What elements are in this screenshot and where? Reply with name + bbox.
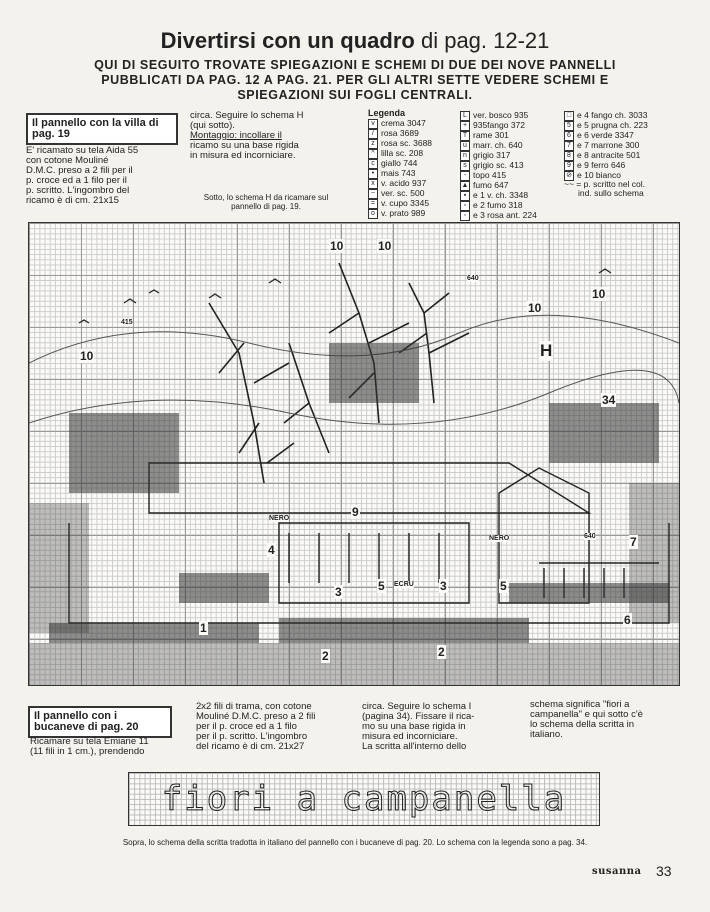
- chart-number: 3: [440, 579, 447, 593]
- legend-item-label: giallo 744: [381, 158, 418, 169]
- legend-item-label: grigio sc. 413: [473, 160, 524, 171]
- legend-item-label: marr. ch. 640: [473, 140, 523, 151]
- chart-number: 640: [584, 533, 596, 540]
- legend-symbol-icon: n: [460, 151, 470, 161]
- legend-symbol-icon: ▪: [460, 191, 470, 201]
- legend-symbol-icon: ^: [368, 149, 378, 159]
- legend-symbol-icon: L: [460, 111, 470, 121]
- chart-number: 1: [200, 621, 207, 635]
- section1-body: E' ricamato su tela Aida 55 con cotone Mouliné D.M.C. preso a 2 fili per il p. croce ed a 1 filo per il p. scritto. L'ingombro del ricamo è di cm. 21x15: [26, 145, 139, 206]
- legend-item-label: e 1 v. ch. 3348: [473, 190, 529, 201]
- legend-symbol-icon: 7: [564, 141, 574, 151]
- legend-title: Legenda: [368, 108, 406, 118]
- chart-number: 2: [322, 649, 329, 663]
- legend-item-label: crema 3047: [381, 118, 426, 129]
- legend-item: [368, 209, 432, 219]
- section2-col3: circa. Seguire lo schema I (pagina 34). Fissare il rica- mo su una base rigida in misura ed incorniciare. La scritta all'interno dello: [362, 701, 475, 752]
- chart-number: 10: [330, 239, 344, 253]
- legend-symbol-icon: +: [460, 121, 470, 131]
- legend-symbol-icon: □: [564, 111, 574, 121]
- chart-number: 7: [630, 535, 637, 549]
- page-number: 33: [656, 863, 672, 879]
- section2-col4: schema significa "fiori a campanella" e qui sotto c'è lo schema della scritta in italiano.: [530, 699, 643, 740]
- chart-tag: ECRU: [394, 581, 414, 588]
- legend-col1: [368, 119, 432, 219]
- chart-number: 415: [121, 319, 133, 326]
- legend-symbol-icon: ◦: [460, 211, 470, 221]
- chart-motifs: [29, 223, 679, 685]
- legend-item-label: e 3 rosa ant. 224: [473, 210, 537, 221]
- legend: [368, 108, 405, 118]
- legend-item-label: v. cupo 3345: [381, 198, 430, 209]
- chart-number: 2: [438, 645, 445, 659]
- legend-item-label: e 4 fango ch. 3033: [577, 110, 648, 121]
- footer-brand: susanna: [592, 866, 642, 877]
- legend-symbol-icon: u: [460, 141, 470, 151]
- legend-symbol-icon: 5: [564, 121, 574, 131]
- legend-item-label: ver. bosco 935: [473, 110, 529, 121]
- legend-symbol-icon: ⊘: [564, 171, 574, 181]
- legend-symbol-icon: 6: [564, 131, 574, 141]
- legend-item: [460, 211, 537, 221]
- lettering-text: fiori a campanella: [161, 779, 567, 819]
- legend-item-label: rosa 3689: [381, 128, 419, 139]
- section1-col2: circa. Seguire lo schema H (qui sotto). Montaggio: incollare il ricamo su una base rigida in misura ed incorniciare.: [190, 110, 304, 161]
- chart-number: 4: [268, 543, 275, 557]
- legend-symbol-icon: T: [460, 131, 470, 141]
- cross-stitch-chart-h: [28, 222, 680, 686]
- legend-item-label: ver. sc. 500: [381, 188, 425, 199]
- legend-symbol-icon: 8: [564, 151, 574, 161]
- chart-number: 640: [467, 275, 479, 282]
- chart-tag: NERO: [269, 515, 290, 522]
- chart-number: 10: [80, 349, 94, 363]
- legend-note: ~~ = p. scritto nel col. ind. sullo schema: [564, 179, 646, 198]
- legend-symbol-icon: -: [460, 171, 470, 181]
- chart-number: 9: [352, 505, 359, 519]
- legend-item-label: rosa sc. 3688: [381, 138, 433, 149]
- chart-label: H: [540, 341, 553, 360]
- legend-item-label: e 5 prugna ch. 223: [577, 120, 648, 131]
- legend-symbol-icon: /: [368, 129, 378, 139]
- legend-col3: [564, 111, 648, 181]
- chart-number: 10: [592, 287, 606, 301]
- legend-item-label: rame 301: [473, 130, 509, 141]
- legend-symbol-icon: ~: [368, 189, 378, 199]
- legend-symbol-icon: v: [368, 119, 378, 129]
- chart-number: 34: [602, 393, 616, 407]
- legend-item-label: e 7 marrone 300: [577, 140, 640, 151]
- legend-symbol-icon: =: [368, 199, 378, 209]
- legend-symbol-icon: x: [368, 179, 378, 189]
- legend-item-label: topo 415: [473, 170, 507, 181]
- legend-item-label: lilla sc. 208: [381, 148, 424, 159]
- legend-item-label: mais 743: [381, 168, 416, 179]
- page-subtitle: QUI DI SEGUITO TROVATE SPIEGAZIONI E SCHEMI DI DUE DEI NOVE PANNELLI PUBBLICATI DA PAG. 12 A PAG. 21. PER GLI ALTRI SETTE VEDERE SCHEMI E SPIEGAZIONI SUI FOGLI CENTRALI.: [94, 58, 616, 102]
- chart-number: 5: [500, 579, 507, 593]
- legend-symbol-icon: o: [368, 209, 378, 219]
- legend-item-label: e 8 antracite 501: [577, 150, 641, 161]
- legend-item-label: grigio 317: [473, 150, 511, 161]
- bottom-caption: Sopra, lo schema della scritta tradotta in italiano del pannello con i bucaneve di pag. 20. Lo schema con la legenda sono a pag. 34.: [122, 838, 588, 847]
- chart-tag: NERO: [489, 535, 510, 542]
- legend-item-label: 935fango 372: [473, 120, 525, 131]
- legend-symbol-icon: ▫: [460, 201, 470, 211]
- legend-symbol-icon: s: [460, 161, 470, 171]
- legend-symbol-icon: ▲: [461, 182, 469, 189]
- legend-col2: [460, 111, 537, 221]
- legend-item-label: e 9 ferro 646: [577, 160, 626, 171]
- schema-h-caption: Sotto, lo schema H da ricamare sul pannello di pag. 19.: [203, 193, 329, 211]
- lettering-chart: [128, 772, 600, 826]
- chart-number: 3: [335, 585, 342, 599]
- chart-number: 10: [528, 301, 542, 315]
- legend-item-label: e 2 fumo 318: [473, 200, 523, 211]
- legend-item-label: e 6 verde 3347: [577, 130, 634, 141]
- section2-heading: Il pannello con i bucaneve di pag. 20: [28, 706, 172, 738]
- legend-symbol-icon: 9: [564, 161, 574, 171]
- section1-heading: Il pannello con la villa di pag. 19: [26, 113, 178, 145]
- chart-number: 6: [624, 613, 631, 627]
- legend-symbol-icon: •: [368, 169, 378, 179]
- legend-item-label: fumo 647: [473, 180, 509, 191]
- legend-symbol-icon: c: [368, 159, 378, 169]
- legend-symbol-icon: z: [368, 139, 378, 149]
- section2-col2: 2x2 fili di trama, con cotone Mouliné D.M.C. preso a 2 fili per il p. croce ed a 1 filo per il p. scritto. L'ingombro del ricamo è di cm. 21x27: [196, 701, 316, 752]
- page-title: Divertirsi con un quadro di pag. 12-21: [160, 28, 550, 53]
- chart-number: 10: [378, 239, 392, 253]
- legend-item-label: e 10 bianco: [577, 170, 621, 181]
- legend-item-label: v. acido 937: [381, 178, 427, 189]
- section2-col1: Ricamare su tela Emiane 11 (11 fili in 1 cm.), prendendo: [30, 736, 149, 757]
- chart-number: 5: [378, 579, 385, 593]
- legend-item-label: v. prato 989: [381, 208, 426, 219]
